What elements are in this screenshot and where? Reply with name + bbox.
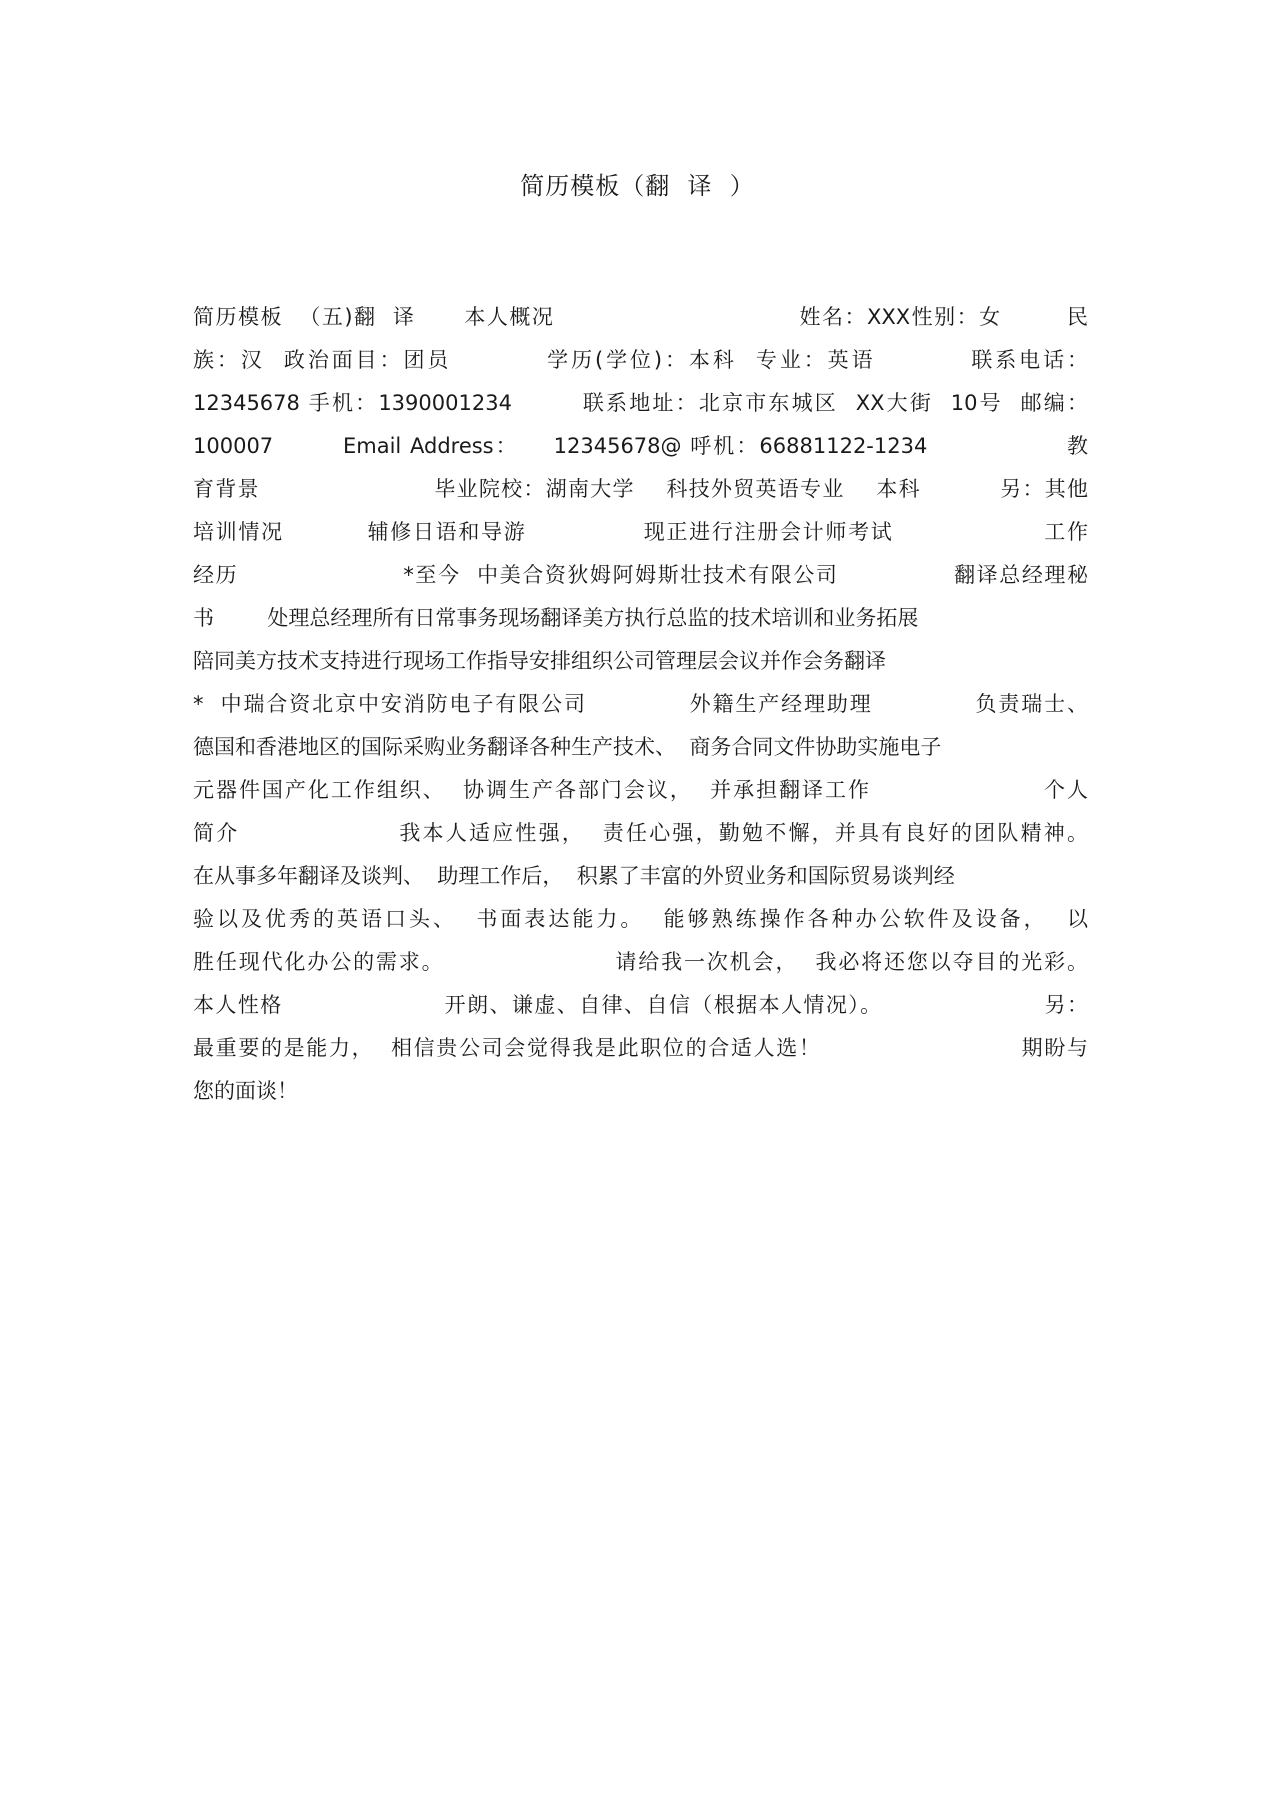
body-line-14: 在从事多年翻译及谈判、 助理工作后， 积累了丰富的外贸业务和国际贸易谈判经 [193, 864, 955, 888]
body-line-5: 育背景 毕业院校：湖南大学 科技外贸英语专业 本科 另：其他 [193, 477, 1088, 501]
body-line-7: 经历 *至今 中美合资狄姆阿姆斯壮技术有限公司 翻译总经理秘 [193, 563, 1088, 587]
body-line-17: 本人性格 开朗、谦虚、自律、自信（根据本人情况）。 另： [193, 993, 1088, 1017]
body-line-18: 最重要的是能力， 相信贵公司会觉得我是此职位的合适人选！ 期盼与 [193, 1036, 1088, 1060]
body-line-15: 验以及优秀的英语口头、 书面表达能力。 能够熟练操作各种办公软件及设备， 以 [193, 907, 1088, 931]
body-line-4: 100007 Email Address： 12345678@ 呼机：66881122-1234 教 [193, 434, 1088, 458]
body-line-16: 胜任现代化办公的需求。 请给我一次机会， 我必将还您以夺目的光彩。 [193, 950, 1088, 974]
resume-body [193, 296, 1088, 1113]
document-title: 简历模板（翻 译 ） [520, 172, 755, 200]
body-line-19: 您的面谈！ [193, 1079, 298, 1103]
body-line-12: 元器件国产化工作组织、 协调生产各部门会议， 并承担翻译工作 个人 [193, 778, 1088, 802]
body-line-6: 培训情况 辅修日语和导游 现正进行注册会计师考试 工作 [193, 520, 1088, 544]
body-line-9: 陪同美方技术支持进行现场工作指导安排组织公司管理层会议并作会务翻译 [193, 649, 886, 673]
body-line-2: 族：汉 政治面目：团员 学历(学位)：本科 专业：英语 联系电话： [193, 348, 1088, 372]
body-line-13: 简介 我本人适应性强， 责任心强，勤勉不懈，并具有良好的团队精神。 [193, 821, 1088, 845]
body-line-10: * 中瑞合资北京中安消防电子有限公司 外籍生产经理助理 负责瑞士、 [193, 692, 1088, 716]
body-line-8: 书 处理总经理所有日常事务现场翻译美方执行总监的技术培训和业务拓展 [193, 606, 919, 630]
body-line-3: 12345678 手机：1390001234 联系地址：北京市东城区 XX大街 10号 邮编： [193, 391, 1088, 415]
body-line-1: 简历模板 （五)翻 译 本人概况 姓名：XXX性别：女 民 [193, 305, 1088, 329]
body-line-11: 德国和香港地区的国际采购业务翻译各种生产技术、 商务合同文件协助实施电子 [193, 735, 942, 759]
